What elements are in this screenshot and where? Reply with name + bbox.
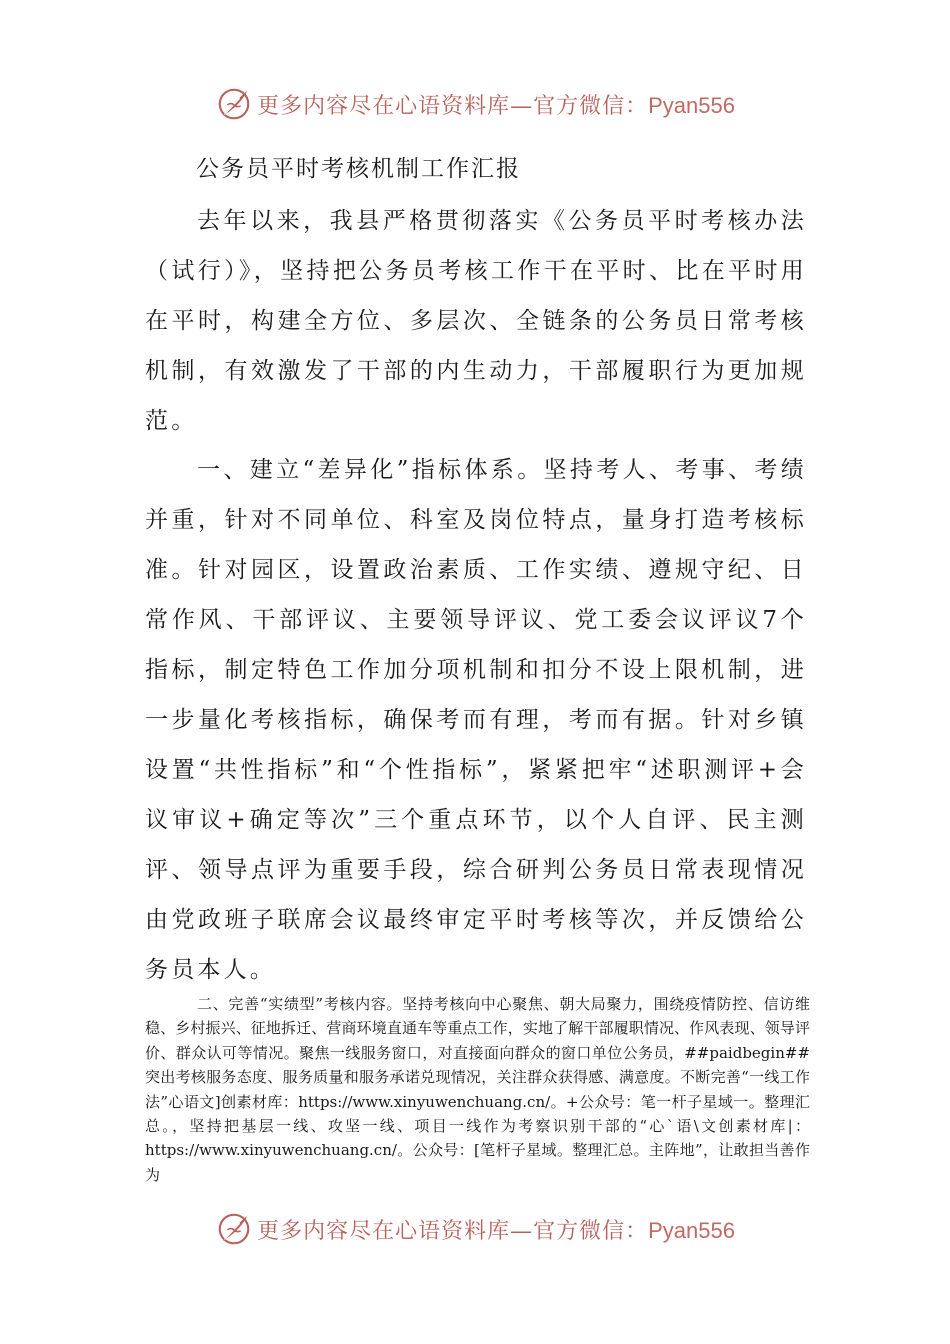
paragraph-intro: 去年以来，我县严格贯彻落实《公务员平时考核办法（试行）》，坚持把公务员考核工作干在平时、比在平时用在平时，构建全方位、多层次、全链条的公务员日常考核机制，有效激发了干部的内生动力，干部履职行为更加规范。 [145, 208, 807, 434]
watermark-footer [0, 1209, 950, 1249]
watermark-header [0, 84, 950, 124]
quill-logo-icon [215, 85, 253, 123]
watermark-text: 更多内容尽在心语资料库—官方微信：Pyan556 [257, 1217, 735, 1244]
watermark-wechat-id: Pyan556 [648, 92, 735, 118]
quill-logo-icon [215, 1210, 253, 1248]
paragraph-section-one: 一、建立“差异化”指标体系。坚持考人、考事、考绩并重，针对不同单位、科室及岗位特点，量身打造考核标准。针对园区，设置政治素质、工作实绩、遵规守纪、日常作风、干部评议、主要领导评议、党工委会议评议7个指标，制定特色工作加分项机制和扣分不设上限机制，进一步量化考核指标，确保考而有理，考而有据。针对乡镇设置“共性指标”和“个性指标”，紧紧把牢“述职测评+会议审议+确定等次”三个重点环节，以个人自评、民主测评、领导点评为重要手段，综合研判公务员日常表现情况由党政班子联席会议最终审定平时考核等次，并反馈给公务员本人。 [145, 457, 807, 983]
watermark-text: 更多内容尽在心语资料库—官方微信：Pyan556 [257, 92, 735, 119]
document-title: 公务员平时考核机制工作汇报 [196, 156, 521, 182]
paragraph-section-two: 二、完善“实绩型”考核内容。坚持考核向中心聚焦、朝大局聚力，围绕疫情防控、信访维稳、乡村振兴、征地拆迁、营商环境直通车等重点工作，实地了解干部履职情况、作风表现、领导评价、群众认可等情况。聚焦一线服务窗口，对直接面向群众的窗口单位公务员，##paidbegin##突出考核服务态度、服务质量和服务承诺兑现情况，关注群众获得感、满意度。不断完善“一线工作法”心语文]创素材库：https://www.xinyuwenchuang.cn/。+公众号：笔一杆子星域一。整理汇总。，坚持把基层一线、攻坚一线、项目一线作为考察识别干部的“心`语\文创素材库|：https://www.xinyuwenchuang.cn/。公众号：[笔杆子星域。整理汇总。主阵地”，让敢担当善作为 [145, 995, 810, 1184]
watermark-wechat-id: Pyan556 [648, 1217, 735, 1243]
